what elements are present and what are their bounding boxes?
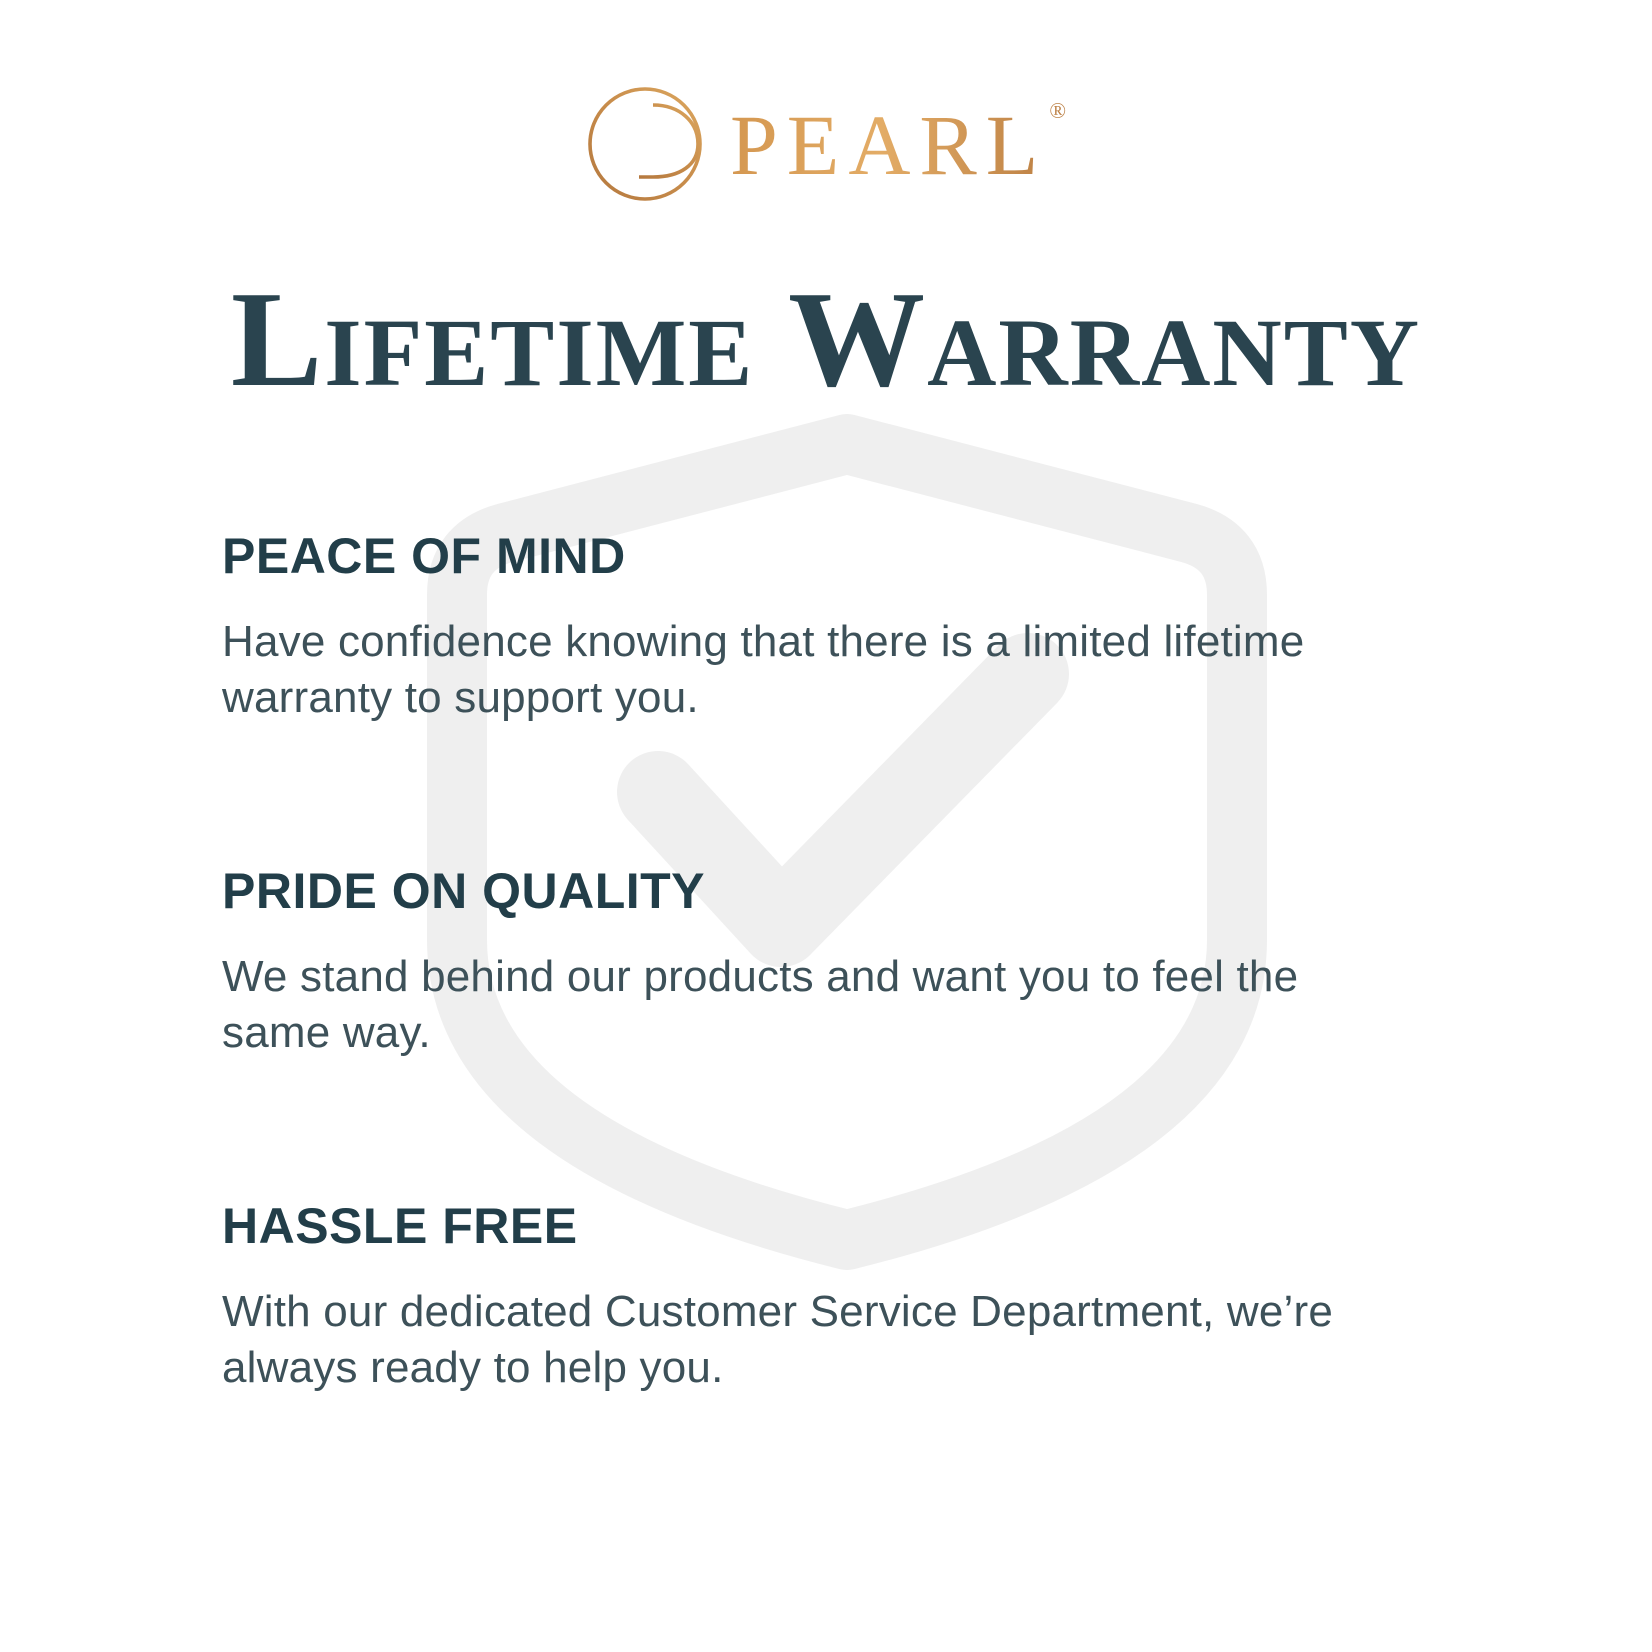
- body-line: warranty to support you.: [222, 673, 699, 722]
- section-body: [222, 1284, 1522, 1396]
- body-line: always ready to help you.: [222, 1343, 724, 1392]
- body-line: same way.: [222, 1008, 431, 1057]
- section-heading: HASSLE FREE: [222, 1198, 578, 1254]
- pearl-monogram-icon: [586, 82, 704, 206]
- section-peace-of-mind: [222, 528, 1522, 726]
- section-body: [222, 949, 1522, 1061]
- brand-wordmark: [729, 97, 1067, 193]
- body-line: We stand behind our products and want you to feel the: [222, 952, 1299, 1001]
- body-line: With our dedicated Customer Service Department, we’re: [222, 1287, 1334, 1336]
- section-hassle-free: [222, 1198, 1522, 1396]
- body-line: Have confidence knowing that there is a limited lifetime: [222, 617, 1305, 666]
- page-title: Lifetime Warranty: [230, 263, 1422, 415]
- section-pride-on-quality: [222, 863, 1522, 1061]
- section-heading: PRIDE ON QUALITY: [222, 863, 706, 919]
- section-body: [222, 614, 1522, 726]
- brand-logo: [0, 82, 1652, 206]
- registered-trademark-icon: ®: [1049, 98, 1067, 123]
- section-heading: PEACE OF MIND: [222, 528, 626, 584]
- brand-name-text: PEARL: [729, 97, 1048, 193]
